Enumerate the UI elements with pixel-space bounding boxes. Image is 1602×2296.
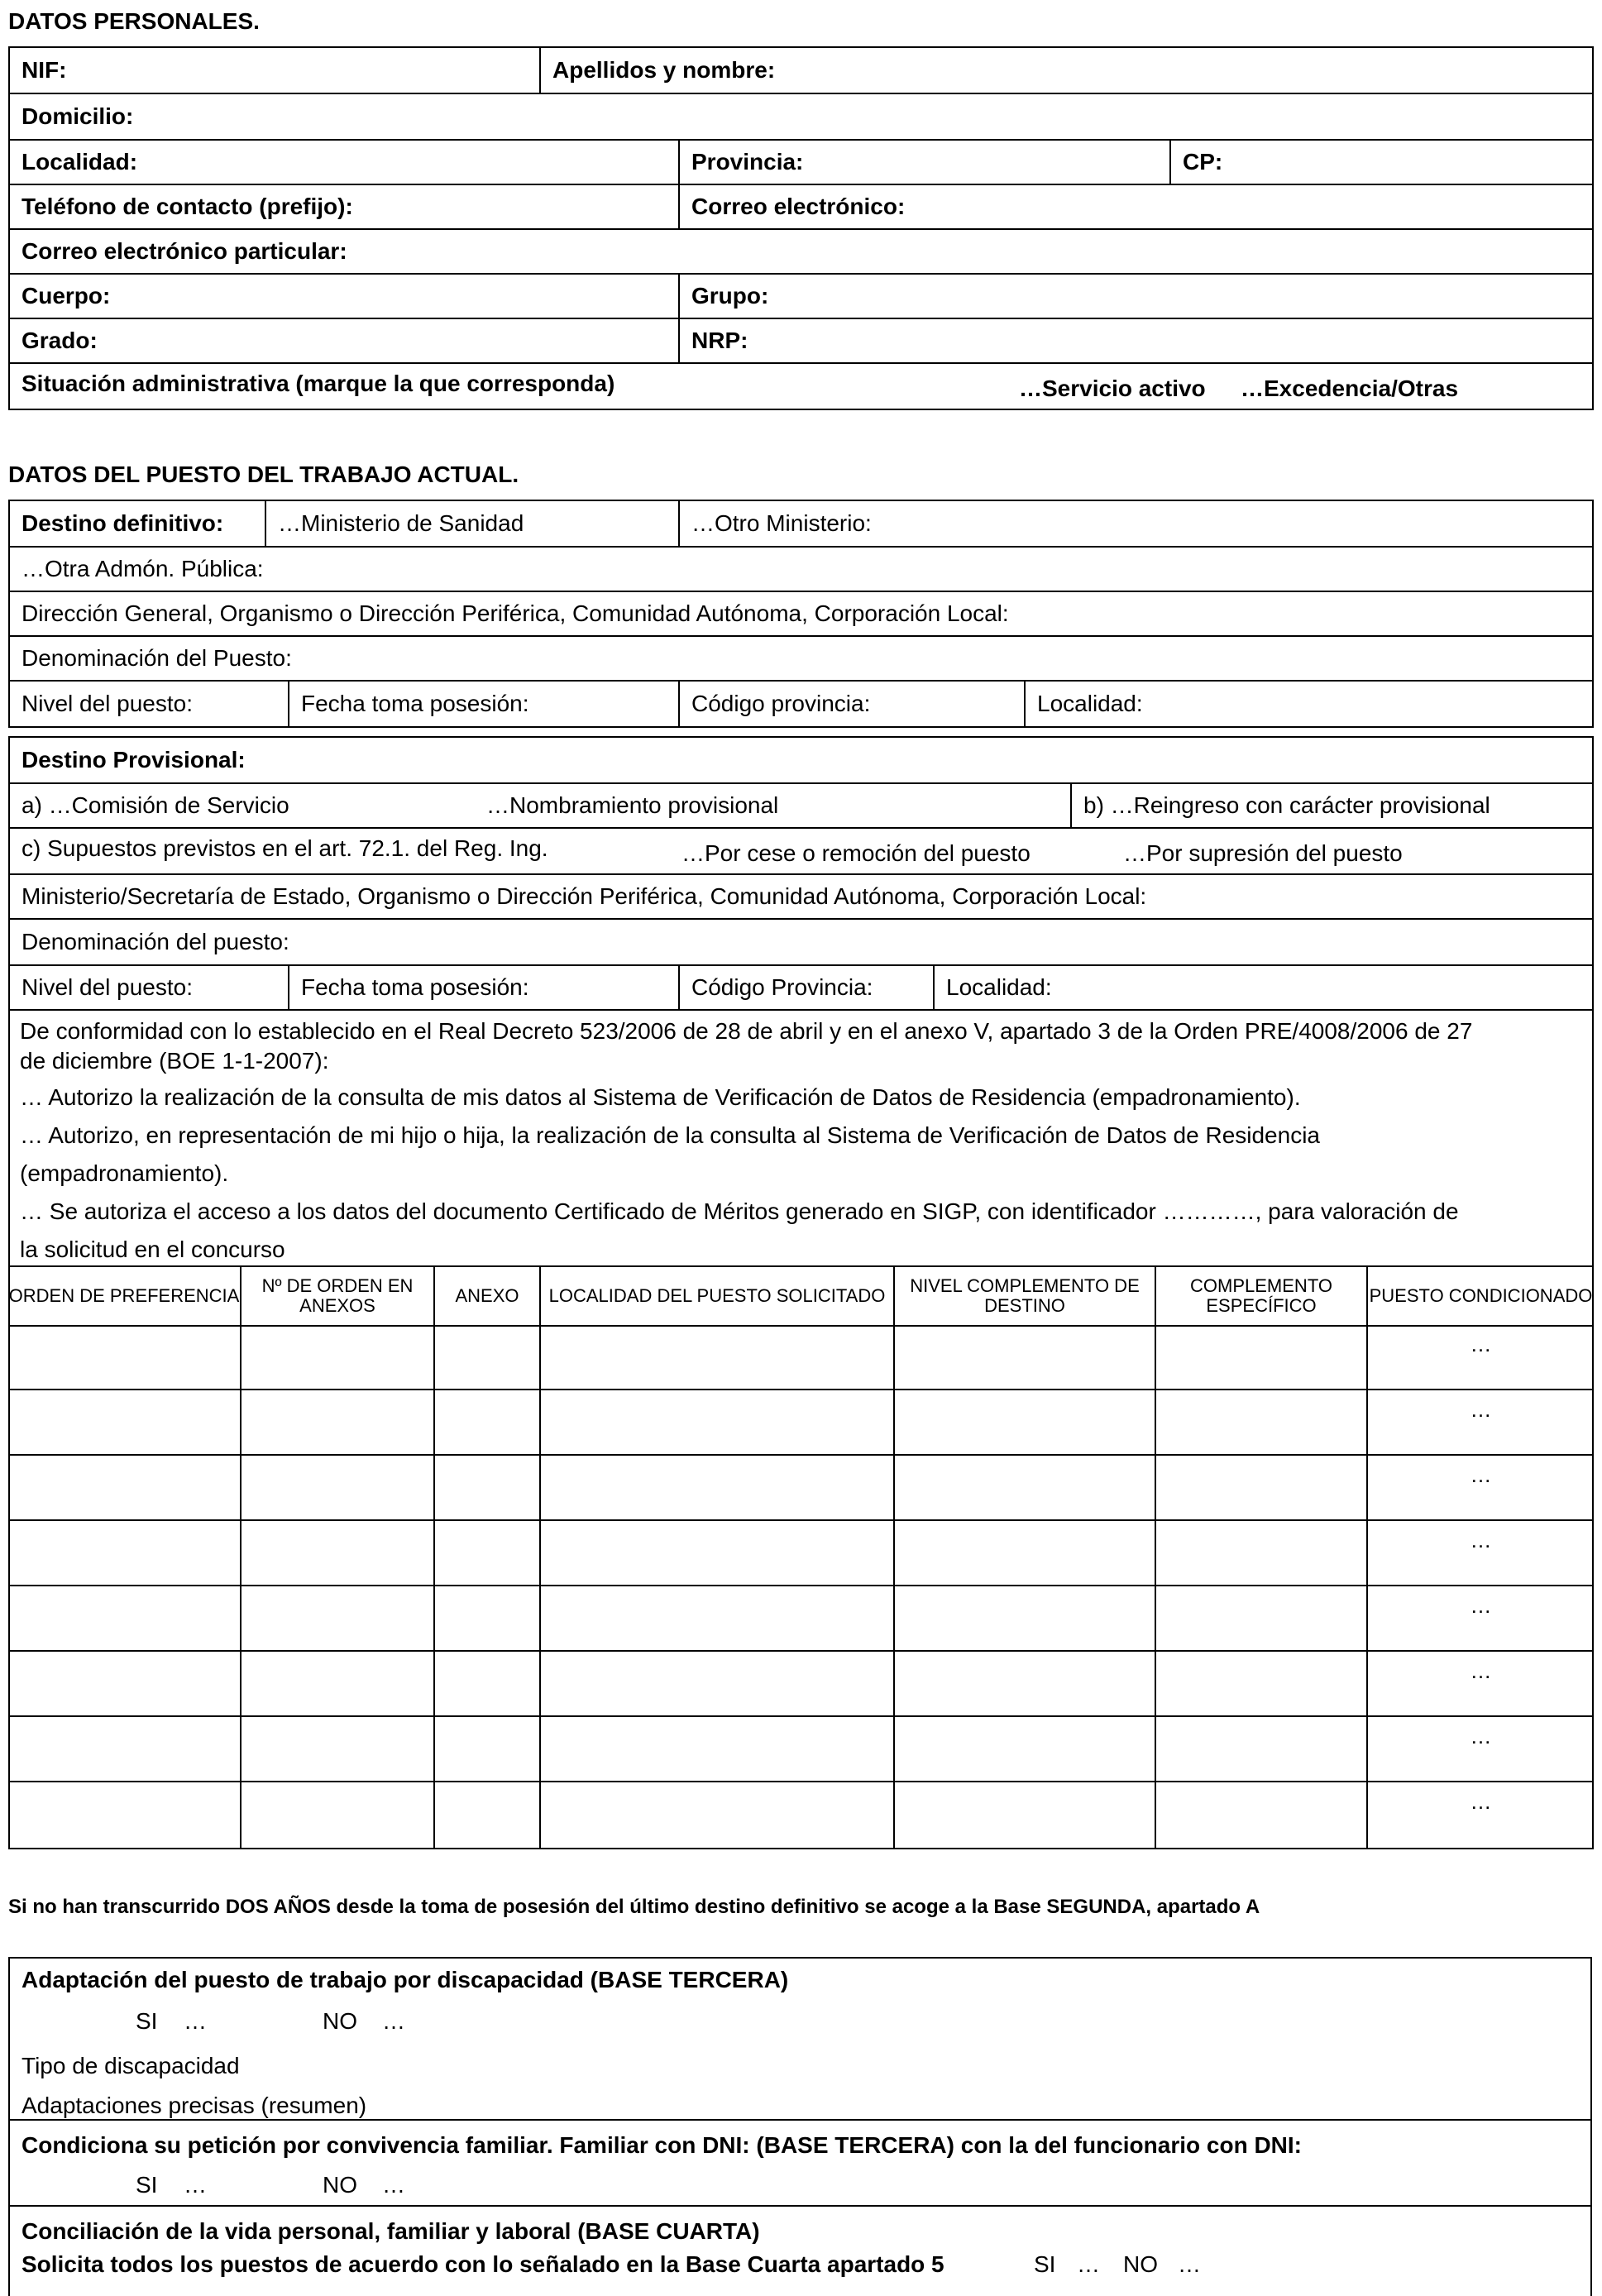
table-row bbox=[8, 1390, 1594, 1456]
table-cell[interactable] bbox=[240, 1325, 433, 1389]
nombramiento-checkbox[interactable]: …Nombramiento provisional bbox=[486, 792, 779, 818]
conciliacion-line-2: Solicita todos los puestos de acuerdo con lo señalado en la Base Cuarta apartado 5 bbox=[22, 2251, 944, 2277]
adaptaciones-field[interactable]: Adaptaciones precisas (resumen) bbox=[22, 2093, 367, 2118]
otra-admon-checkbox[interactable]: …Otra Admón. Pública: bbox=[22, 556, 264, 581]
divider-2 bbox=[8, 2205, 1592, 2207]
condicionado-checkbox[interactable]: … bbox=[1470, 1789, 1492, 1814]
table-cell[interactable] bbox=[539, 1652, 893, 1715]
nif-field[interactable]: NIF: bbox=[22, 57, 67, 83]
adaptacion-si-checkbox[interactable]: … bbox=[184, 2008, 207, 2034]
note-base-segunda: Si no han transcurrido DOS AÑOS desde la toma de posesión del último destino definitivo se acoge a la Base SEGUNDA, apartado A bbox=[8, 1896, 1260, 1918]
codigo-provincia-actual-field[interactable]: Código provincia: bbox=[678, 682, 1024, 726]
row-comision bbox=[8, 782, 1594, 829]
row-grado bbox=[8, 318, 1594, 364]
apellidos-field[interactable]: Apellidos y nombre: bbox=[539, 48, 1592, 93]
table-cell[interactable] bbox=[893, 1652, 1155, 1715]
row-denominacion-provisional bbox=[8, 918, 1594, 966]
table-cell[interactable] bbox=[1155, 1325, 1366, 1389]
condicionado-checkbox[interactable]: … bbox=[1470, 1658, 1492, 1683]
condicionado-checkbox[interactable]: … bbox=[1470, 1397, 1492, 1422]
table-cell[interactable] bbox=[893, 1456, 1155, 1519]
correo-field[interactable]: Correo electrónico: bbox=[678, 185, 1592, 228]
convivencia-si-checkbox[interactable]: … bbox=[184, 2172, 207, 2198]
table-cell[interactable] bbox=[240, 1652, 433, 1715]
fecha-actual-field[interactable]: Fecha toma posesión: bbox=[288, 682, 678, 726]
condicionado-cell[interactable] bbox=[1366, 1390, 1594, 1454]
row-ministerio-provisional bbox=[8, 873, 1594, 920]
supuestos-label: c) Supuestos previstos en el art. 72.1. del Reg. Ing. bbox=[22, 835, 548, 861]
table-cell[interactable] bbox=[893, 1782, 1155, 1848]
localidad-provisional-field[interactable]: Localidad: bbox=[933, 966, 1592, 1009]
table-cell[interactable] bbox=[893, 1390, 1155, 1454]
row-domicilio bbox=[8, 93, 1594, 141]
table-cell[interactable] bbox=[893, 1325, 1155, 1389]
convivencia-no-checkbox[interactable]: … bbox=[382, 2172, 405, 2198]
condicionado-checkbox[interactable]: … bbox=[1470, 1332, 1492, 1356]
ministerio-sanidad-checkbox[interactable]: …Ministerio de Sanidad bbox=[265, 501, 678, 546]
adaptacion-title: Adaptación del puesto de trabajo por discapacidad (BASE TERCERA) bbox=[22, 1967, 789, 1992]
servicio-activo-checkbox[interactable]: …Servicio activo bbox=[1019, 375, 1206, 401]
localidad-field[interactable]: Localidad: bbox=[22, 149, 138, 175]
table-cell[interactable] bbox=[539, 1390, 893, 1454]
table-row bbox=[8, 1456, 1594, 1521]
condicionado-checkbox[interactable]: … bbox=[1470, 1593, 1492, 1618]
situacion-label: Situación administrativa (marque la que corresponda) bbox=[22, 371, 615, 396]
adaptacion-si-label: SI bbox=[136, 2008, 158, 2034]
header-especifico: COMPLEMENTO ESPECÍFICO bbox=[1155, 1267, 1366, 1325]
domicilio-field[interactable]: Domicilio: bbox=[22, 103, 134, 129]
consent-residencia-checkbox[interactable]: … Autorizo la realización de la consulta de mis datos al Sistema de Verificación de Datos de Residencia (empadronamiento). bbox=[20, 1084, 1301, 1110]
conciliacion-no-checkbox[interactable]: … bbox=[1178, 2251, 1201, 2277]
condicionado-cell[interactable] bbox=[1366, 1325, 1594, 1389]
row-nivel-actual bbox=[8, 680, 1594, 728]
localidad-actual-field[interactable]: Localidad: bbox=[1024, 682, 1592, 726]
convivencia-si-label: SI bbox=[136, 2172, 158, 2198]
table-cell[interactable] bbox=[240, 1390, 433, 1454]
comision-checkbox[interactable]: a) …Comisión de Servicio bbox=[22, 792, 289, 818]
nivel-provisional-field[interactable]: Nivel del puesto: bbox=[22, 974, 194, 1000]
header-condicionado: PUESTO CONDICIONADO bbox=[1366, 1267, 1594, 1325]
row-situacion bbox=[8, 362, 1594, 410]
table-cell[interactable] bbox=[433, 1456, 539, 1519]
section-title-puesto-actual: DATOS DEL PUESTO DEL TRABAJO ACTUAL. bbox=[8, 462, 519, 487]
header-n-orden: Nº DE ORDEN EN ANEXOS bbox=[240, 1267, 433, 1325]
row-direccion-general bbox=[8, 591, 1594, 637]
table-cell[interactable] bbox=[433, 1586, 539, 1650]
table-cell[interactable] bbox=[1155, 1390, 1366, 1454]
supresion-checkbox[interactable]: …Por supresión del puesto bbox=[1123, 840, 1403, 866]
row-correo-particular bbox=[8, 228, 1594, 275]
destino-definitivo-label: Destino definitivo: bbox=[22, 510, 224, 536]
excedencia-checkbox[interactable]: …Excedencia/Otras bbox=[1241, 375, 1459, 401]
table-cell[interactable] bbox=[1155, 1717, 1366, 1781]
adaptacion-no-label: NO bbox=[323, 2008, 357, 2034]
header-localidad: LOCALIDAD DEL PUESTO SOLICITADO bbox=[539, 1267, 893, 1325]
consent-line-2: de diciembre (BOE 1-1-2007): bbox=[20, 1048, 329, 1074]
table-cell[interactable] bbox=[1155, 1521, 1366, 1585]
conciliacion-title: Conciliación de la vida personal, familiar y laboral (BASE CUARTA) bbox=[22, 2218, 760, 2244]
condicionado-cell[interactable] bbox=[1366, 1586, 1594, 1650]
consent-hijo-checkbox[interactable]: … Autorizo, en representación de mi hijo o hija, la realización de la consulta al Sistema de Verificación de Datos de Residencia bbox=[20, 1122, 1320, 1148]
table-cell[interactable] bbox=[8, 1782, 240, 1848]
nivel-actual-field[interactable]: Nivel del puesto: bbox=[22, 691, 194, 716]
table-cell[interactable] bbox=[893, 1521, 1155, 1585]
row-nif bbox=[8, 46, 1594, 94]
table-cell[interactable] bbox=[1155, 1652, 1366, 1715]
condicionado-cell[interactable] bbox=[1366, 1717, 1594, 1781]
table-cell[interactable] bbox=[8, 1521, 240, 1585]
row-telefono bbox=[8, 184, 1594, 230]
table-cell[interactable] bbox=[240, 1717, 433, 1781]
ministerio-provisional-field[interactable]: Ministerio/Secretaría de Estado, Organismo o Dirección Periférica, Comunidad Autónoma, Corporación Local: bbox=[22, 883, 1147, 909]
direccion-general-field[interactable]: Dirección General, Organismo o Dirección Periférica, Comunidad Autónoma, Corporación Local: bbox=[22, 600, 1009, 626]
table-cell[interactable] bbox=[8, 1586, 240, 1650]
conciliacion-si-checkbox[interactable]: … bbox=[1077, 2251, 1100, 2277]
table-cell[interactable] bbox=[539, 1521, 893, 1585]
correo-particular-field[interactable]: Correo electrónico particular: bbox=[22, 238, 347, 264]
row-nivel-provisional bbox=[8, 964, 1594, 1011]
section-title-personal: DATOS PERSONALES. bbox=[8, 8, 260, 34]
divider-1 bbox=[8, 2119, 1592, 2121]
consent-line-1: De conformidad con lo establecido en el Real Decreto 523/2006 de 28 de abril y en el anexo V, apartado 3 de la Orden PRE/4008/2006 de 27 bbox=[20, 1018, 1473, 1044]
cp-field[interactable]: CP: bbox=[1169, 141, 1592, 184]
row-destino-definitivo bbox=[8, 500, 1594, 548]
consent-line-7: la solicitud en el concurso bbox=[20, 1236, 285, 1262]
table-row bbox=[8, 1717, 1594, 1782]
condicionado-checkbox[interactable]: … bbox=[1470, 1724, 1492, 1748]
table-row bbox=[8, 1782, 1594, 1848]
conciliacion-si-label: SI bbox=[1034, 2251, 1056, 2277]
table-cell[interactable] bbox=[433, 1652, 539, 1715]
table-header bbox=[8, 1265, 1594, 1327]
table-cell[interactable] bbox=[893, 1586, 1155, 1650]
condicionado-cell[interactable] bbox=[1366, 1456, 1594, 1519]
denominacion-actual-field[interactable]: Denominación del Puesto: bbox=[22, 645, 292, 671]
condicionado-checkbox[interactable]: … bbox=[1470, 1462, 1492, 1487]
table-cell[interactable] bbox=[433, 1782, 539, 1848]
cese-checkbox[interactable]: …Por cese o remoción del puesto bbox=[681, 840, 1031, 866]
table-cell[interactable] bbox=[539, 1717, 893, 1781]
row-cuerpo bbox=[8, 273, 1594, 319]
bottom-box bbox=[8, 1957, 1592, 2296]
fecha-provisional-field[interactable]: Fecha toma posesión: bbox=[288, 966, 678, 1009]
provincia-field[interactable]: Provincia: bbox=[678, 141, 1169, 184]
table-cell[interactable] bbox=[1155, 1586, 1366, 1650]
table-cell[interactable] bbox=[893, 1717, 1155, 1781]
denominacion-provisional-field[interactable]: Denominación del puesto: bbox=[22, 929, 289, 954]
otro-ministerio-checkbox[interactable]: …Otro Ministerio: bbox=[678, 501, 1592, 546]
table-cell[interactable] bbox=[8, 1717, 240, 1781]
consent-line-5: (empadronamiento). bbox=[20, 1160, 229, 1186]
table-cell[interactable] bbox=[1155, 1782, 1366, 1848]
nrp-field[interactable]: NRP: bbox=[678, 319, 1592, 362]
row-destino-provisional bbox=[8, 736, 1594, 784]
condicionado-checkbox[interactable]: … bbox=[1470, 1528, 1492, 1552]
destino-provisional-label: Destino Provisional: bbox=[22, 747, 246, 773]
table-cell[interactable] bbox=[8, 1390, 240, 1454]
table-row bbox=[8, 1521, 1594, 1586]
telefono-field[interactable]: Teléfono de contacto (prefijo): bbox=[22, 194, 353, 219]
table-cell[interactable] bbox=[539, 1586, 893, 1650]
condicionado-cell[interactable] bbox=[1366, 1782, 1594, 1848]
grado-field[interactable]: Grado: bbox=[22, 328, 98, 353]
header-orden: ORDEN DE PREFERENCIA bbox=[8, 1285, 240, 1306]
table-cell[interactable] bbox=[433, 1390, 539, 1454]
table-cell[interactable] bbox=[539, 1782, 893, 1848]
conciliacion-no-label: NO bbox=[1123, 2251, 1158, 2277]
cuerpo-field[interactable]: Cuerpo: bbox=[22, 283, 111, 309]
table-cell[interactable] bbox=[240, 1586, 433, 1650]
tipo-discapacidad-field[interactable]: Tipo de discapacidad bbox=[22, 2053, 240, 2078]
table-row bbox=[8, 1652, 1594, 1717]
table-cell[interactable] bbox=[433, 1717, 539, 1781]
consent-certificado-checkbox[interactable]: … Se autoriza el acceso a los datos del documento Certificado de Méritos generado en SIGP, con identificador …………, para valoración de bbox=[20, 1198, 1459, 1224]
row-localidad bbox=[8, 139, 1594, 185]
table-cell[interactable] bbox=[8, 1652, 240, 1715]
table-cell[interactable] bbox=[539, 1325, 893, 1389]
convivencia-title: Condiciona su petición por convivencia familiar. Familiar con DNI: (BASE TERCERA) con la del funcionario con DNI: bbox=[22, 2132, 1302, 2158]
row-denominacion-actual bbox=[8, 635, 1594, 682]
row-otra-admon bbox=[8, 546, 1594, 592]
table-cell[interactable] bbox=[539, 1456, 893, 1519]
header-nivel: NIVEL COMPLEMENTO DE DESTINO bbox=[893, 1267, 1155, 1325]
reingreso-checkbox[interactable]: b) …Reingreso con carácter provisional bbox=[1070, 784, 1592, 827]
table-body bbox=[8, 1325, 1594, 1849]
table-cell[interactable] bbox=[8, 1456, 240, 1519]
table-row bbox=[8, 1586, 1594, 1652]
table-cell[interactable] bbox=[433, 1521, 539, 1585]
codigo-provincia-provisional-field[interactable]: Código Provincia: bbox=[678, 966, 933, 1009]
convivencia-no-label: NO bbox=[323, 2172, 357, 2198]
header-anexo: ANEXO bbox=[433, 1267, 539, 1325]
table-cell[interactable] bbox=[433, 1325, 539, 1389]
table-cell[interactable] bbox=[8, 1325, 240, 1389]
grupo-field[interactable]: Grupo: bbox=[678, 275, 1592, 318]
table-cell[interactable] bbox=[1155, 1456, 1366, 1519]
table-cell[interactable] bbox=[240, 1456, 433, 1519]
row-supuestos bbox=[8, 827, 1594, 875]
condicionado-cell[interactable] bbox=[1366, 1521, 1594, 1585]
condicionado-cell[interactable] bbox=[1366, 1652, 1594, 1715]
table-cell[interactable] bbox=[240, 1521, 433, 1585]
table-cell[interactable] bbox=[240, 1782, 433, 1848]
adaptacion-no-checkbox[interactable]: … bbox=[382, 2008, 405, 2034]
table-row bbox=[8, 1325, 1594, 1390]
